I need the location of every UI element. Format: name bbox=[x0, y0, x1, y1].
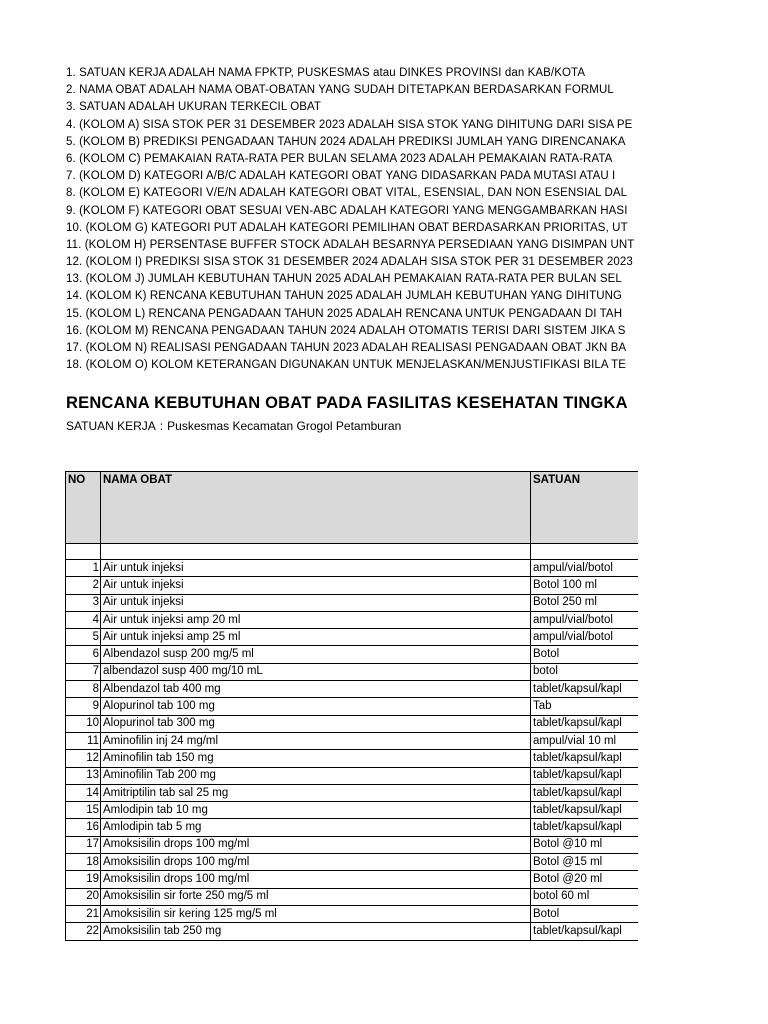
cell-name[interactable]: Amitriptilin tab sal 25 mg bbox=[101, 784, 531, 801]
cell-no[interactable]: 8 bbox=[66, 681, 101, 698]
table-cell[interactable] bbox=[66, 544, 101, 560]
cell-unit[interactable]: tablet/kapsul/kapl bbox=[531, 784, 639, 801]
cell-unit[interactable]: tablet/kapsul/kapl bbox=[531, 750, 639, 767]
cell-no[interactable]: 7 bbox=[66, 663, 101, 680]
note-line: 9. (KOLOM F) KATEGORI OBAT SESUAI VEN-ABC ADALAH KATEGORI YANG MENGGAMBARKAN HASI bbox=[66, 204, 628, 217]
cell-no[interactable]: 15 bbox=[66, 802, 101, 819]
cell-no[interactable]: 6 bbox=[66, 646, 101, 663]
cell-unit[interactable]: tablet/kapsul/kapl bbox=[531, 923, 639, 940]
note-line: 11. (KOLOM H) PERSENTASE BUFFER STOCK ADALAH BESARNYA PERSEDIAAN YANG DISIMPAN UNT bbox=[66, 238, 635, 251]
document-title: RENCANA KEBUTUHAN OBAT PADA FASILITAS KESEHATAN TINGKA bbox=[66, 394, 628, 412]
table-row bbox=[66, 836, 639, 853]
cell-unit[interactable]: Botol 250 ml bbox=[531, 594, 639, 611]
cell-unit[interactable]: ampul/vial/botol bbox=[531, 629, 639, 646]
header-name[interactable]: NAMA OBAT bbox=[101, 472, 531, 544]
cell-unit[interactable]: ampul/vial/botol bbox=[531, 611, 639, 628]
header-no[interactable]: NO bbox=[66, 472, 101, 544]
cell-no[interactable]: 16 bbox=[66, 819, 101, 836]
cell-unit[interactable]: ampul/vial/botol bbox=[531, 560, 639, 577]
cell-no[interactable]: 2 bbox=[66, 577, 101, 594]
table-row bbox=[66, 750, 639, 767]
cell-no[interactable]: 11 bbox=[66, 732, 101, 749]
cell-unit[interactable]: tablet/kapsul/kapl bbox=[531, 819, 639, 836]
cell-no[interactable]: 5 bbox=[66, 629, 101, 646]
note-line: 17. (KOLOM N) REALISASI PENGADAAN TAHUN 2023 ADALAH REALISASI PENGADAAN OBAT JKN BA bbox=[66, 342, 627, 354]
work-unit-line bbox=[66, 419, 638, 433]
table-header-row bbox=[66, 472, 639, 544]
cell-no[interactable]: 3 bbox=[66, 594, 101, 611]
table-row bbox=[66, 646, 639, 663]
cell-name[interactable]: Amlodipin tab 5 mg bbox=[101, 819, 531, 836]
cell-unit[interactable]: botol 60 ml bbox=[531, 888, 639, 905]
note-line: 13. (KOLOM J) JUMLAH KEBUTUHAN TAHUN 2025 ADALAH PEMAKAIAN RATA-RATA PER BULAN SEL bbox=[66, 273, 622, 286]
cell-name[interactable]: Alopurinol tab 300 mg bbox=[101, 715, 531, 732]
cell-unit[interactable]: Botol @20 ml bbox=[531, 871, 639, 888]
cell-unit[interactable]: Tab bbox=[531, 698, 639, 715]
cell-unit[interactable]: Botol @10 ml bbox=[531, 836, 639, 853]
cell-unit[interactable]: ampul/vial 10 ml bbox=[531, 732, 639, 749]
table-row bbox=[66, 560, 639, 577]
cell-name[interactable]: Amoksisilin drops 100 mg/ml bbox=[101, 836, 531, 853]
cell-name[interactable]: Alopurinol tab 100 mg bbox=[101, 698, 531, 715]
note-line: 16. (KOLOM M) RENCANA PENGADAAN TAHUN 2024 ADALAH OTOMATIS TERISI DARI SISTEM JIKA S bbox=[66, 324, 626, 337]
note-line: 15. (KOLOM L) RENCANA PENGADAAN TAHUN 2025 ADALAH RENCANA UNTUK PENGADAAN DI TAH bbox=[66, 307, 623, 320]
cell-name[interactable]: Amlodipin tab 10 mg bbox=[101, 802, 531, 819]
cell-no[interactable]: 21 bbox=[66, 905, 101, 922]
cell-no[interactable]: 14 bbox=[66, 784, 101, 801]
medicine-table-container bbox=[65, 471, 638, 941]
work-unit-value: Puskesmas Kecamatan Grogol Petamburan bbox=[167, 419, 402, 433]
table-row bbox=[66, 923, 639, 940]
note-line: 1. SATUAN KERJA ADALAH NAMA FPKTP, PUSKESMAS atau DINKES PROVINSI dan KAB/KOTA bbox=[66, 67, 586, 79]
table-row bbox=[66, 871, 639, 888]
table-row bbox=[66, 854, 639, 871]
cell-name[interactable]: Air untuk injeksi bbox=[101, 577, 531, 594]
table-body bbox=[66, 544, 639, 941]
table-row bbox=[66, 888, 639, 905]
table-row bbox=[66, 698, 639, 715]
note-line: 8. (KOLOM E) KATEGORI V/E/N ADALAH KATEGORI OBAT VITAL, ESENSIAL, DAN NON ESENSIAL DAL bbox=[66, 187, 628, 200]
cell-name[interactable]: Albendazol tab 400 mg bbox=[101, 681, 531, 698]
table-row bbox=[66, 905, 639, 922]
table-spacer-row bbox=[66, 544, 639, 560]
cell-name[interactable]: Albendazol susp 200 mg/5 ml bbox=[101, 646, 531, 663]
note-line: 14. (KOLOM K) RENCANA KEBUTUHAN TAHUN 2025 ADALAH JUMLAH KEBUTUHAN YANG DIHITUNG bbox=[66, 290, 623, 303]
cell-name[interactable]: albendazol susp 400 mg/10 mL bbox=[101, 663, 531, 680]
table-row bbox=[66, 802, 639, 819]
medicine-table bbox=[65, 471, 638, 941]
note-line: 12. (KOLOM I) PREDIKSI SISA STOK 31 DESEMBER 2024 ADALAH SISA STOK PER 31 DESEMBER 2023 bbox=[66, 256, 633, 269]
cell-name[interactable]: Air untuk injeksi amp 25 ml bbox=[101, 629, 531, 646]
cell-name[interactable]: Air untuk injeksi bbox=[101, 594, 531, 611]
cell-no[interactable]: 18 bbox=[66, 854, 101, 871]
cell-name[interactable]: Aminofilin tab 150 mg bbox=[101, 750, 531, 767]
table-row bbox=[66, 663, 639, 680]
cell-unit[interactable]: tablet/kapsul/kapl bbox=[531, 681, 639, 698]
work-unit-separator: : bbox=[159, 419, 164, 433]
cell-unit[interactable]: tablet/kapsul/kapl bbox=[531, 715, 639, 732]
table-row bbox=[66, 629, 639, 646]
cell-no[interactable]: 17 bbox=[66, 836, 101, 853]
table-row bbox=[66, 767, 639, 784]
cell-name[interactable]: Aminofilin inj 24 mg/ml bbox=[101, 732, 531, 749]
cell-unit[interactable]: Botol bbox=[531, 646, 639, 663]
cell-name[interactable]: Amoksisilin drops 100 mg/ml bbox=[101, 854, 531, 871]
note-line: 18. (KOLOM O) KOLOM KETERANGAN DIGUNAKAN UNTUK MENJELASKAN/MENJUSTIFIKASI BILA TE bbox=[66, 359, 626, 372]
cell-no[interactable]: 19 bbox=[66, 871, 101, 888]
table-row bbox=[66, 681, 639, 698]
cell-no[interactable]: 1 bbox=[66, 560, 101, 577]
table-row bbox=[66, 594, 639, 611]
cell-unit[interactable]: botol bbox=[531, 663, 639, 680]
note-line: 4. (KOLOM A) SISA STOK PER 31 DESEMBER 2023 ADALAH SISA STOK YANG DIHITUNG DARI SISA PE bbox=[66, 118, 633, 131]
note-line: 5. (KOLOM B) PREDIKSI PENGADAAN TAHUN 2024 ADALAH PREDIKSI JUMLAH YANG DIRENCANAKA bbox=[66, 135, 626, 148]
cell-no[interactable]: 13 bbox=[66, 767, 101, 784]
cell-unit[interactable]: Botol @15 ml bbox=[531, 854, 639, 871]
cell-name[interactable]: Amoksisilin sir kering 125 mg/5 ml bbox=[101, 905, 531, 922]
cell-unit[interactable]: tablet/kapsul/kapl bbox=[531, 767, 639, 784]
cell-name[interactable]: Amoksisilin tab 250 mg bbox=[101, 923, 531, 940]
header-unit[interactable]: SATUAN bbox=[531, 472, 639, 544]
note-line: 10. (KOLOM G) KATEGORI PUT ADALAH KATEGORI PEMILIHAN OBAT BERDASARKAN PRIORITAS, UT bbox=[66, 221, 628, 234]
table-row bbox=[66, 577, 639, 594]
table-row bbox=[66, 732, 639, 749]
table-cell[interactable] bbox=[531, 544, 639, 560]
cell-name[interactable]: Amoksisilin sir forte 250 mg/5 ml bbox=[101, 888, 531, 905]
cell-unit[interactable]: Botol bbox=[531, 905, 639, 922]
notes-list bbox=[66, 65, 638, 374]
table-row bbox=[66, 715, 639, 732]
table-row bbox=[66, 784, 639, 801]
cell-unit[interactable]: tablet/kapsul/kapl bbox=[531, 802, 639, 819]
note-line: 7. (KOLOM D) KATEGORI A/B/C ADALAH KATEGORI OBAT YANG DIDASARKAN PADA MUTASI ATAU I bbox=[66, 170, 616, 183]
cell-no[interactable]: 12 bbox=[66, 750, 101, 767]
cell-name[interactable]: Aminofilin Tab 200 mg bbox=[101, 767, 531, 784]
cell-no[interactable]: 22 bbox=[66, 923, 101, 940]
note-line: 6. (KOLOM C) PEMAKAIAN RATA-RATA PER BULAN SELAMA 2023 ADALAH PEMAKAIAN RATA-RATA bbox=[66, 152, 613, 165]
cell-no[interactable]: 20 bbox=[66, 888, 101, 905]
work-unit-label: SATUAN KERJA bbox=[66, 419, 156, 433]
cell-no[interactable]: 4 bbox=[66, 611, 101, 628]
table-row bbox=[66, 819, 639, 836]
table-cell[interactable] bbox=[101, 544, 531, 560]
note-line: 2. NAMA OBAT ADALAH NAMA OBAT-OBATAN YANG SUDAH DITETAPKAN BERDASARKAN FORMUL bbox=[66, 84, 614, 97]
cell-name[interactable]: Air untuk injeksi amp 20 ml bbox=[101, 611, 531, 628]
cell-unit[interactable]: Botol 100 ml bbox=[531, 577, 639, 594]
cell-name[interactable]: Air untuk injeksi bbox=[101, 560, 531, 577]
cell-no[interactable]: 10 bbox=[66, 715, 101, 732]
cell-no[interactable]: 9 bbox=[66, 698, 101, 715]
cell-name[interactable]: Amoksisilin drops 100 mg/ml bbox=[101, 871, 531, 888]
note-line: 3. SATUAN ADALAH UKURAN TERKECIL OBAT bbox=[66, 101, 322, 114]
table-row bbox=[66, 611, 639, 628]
